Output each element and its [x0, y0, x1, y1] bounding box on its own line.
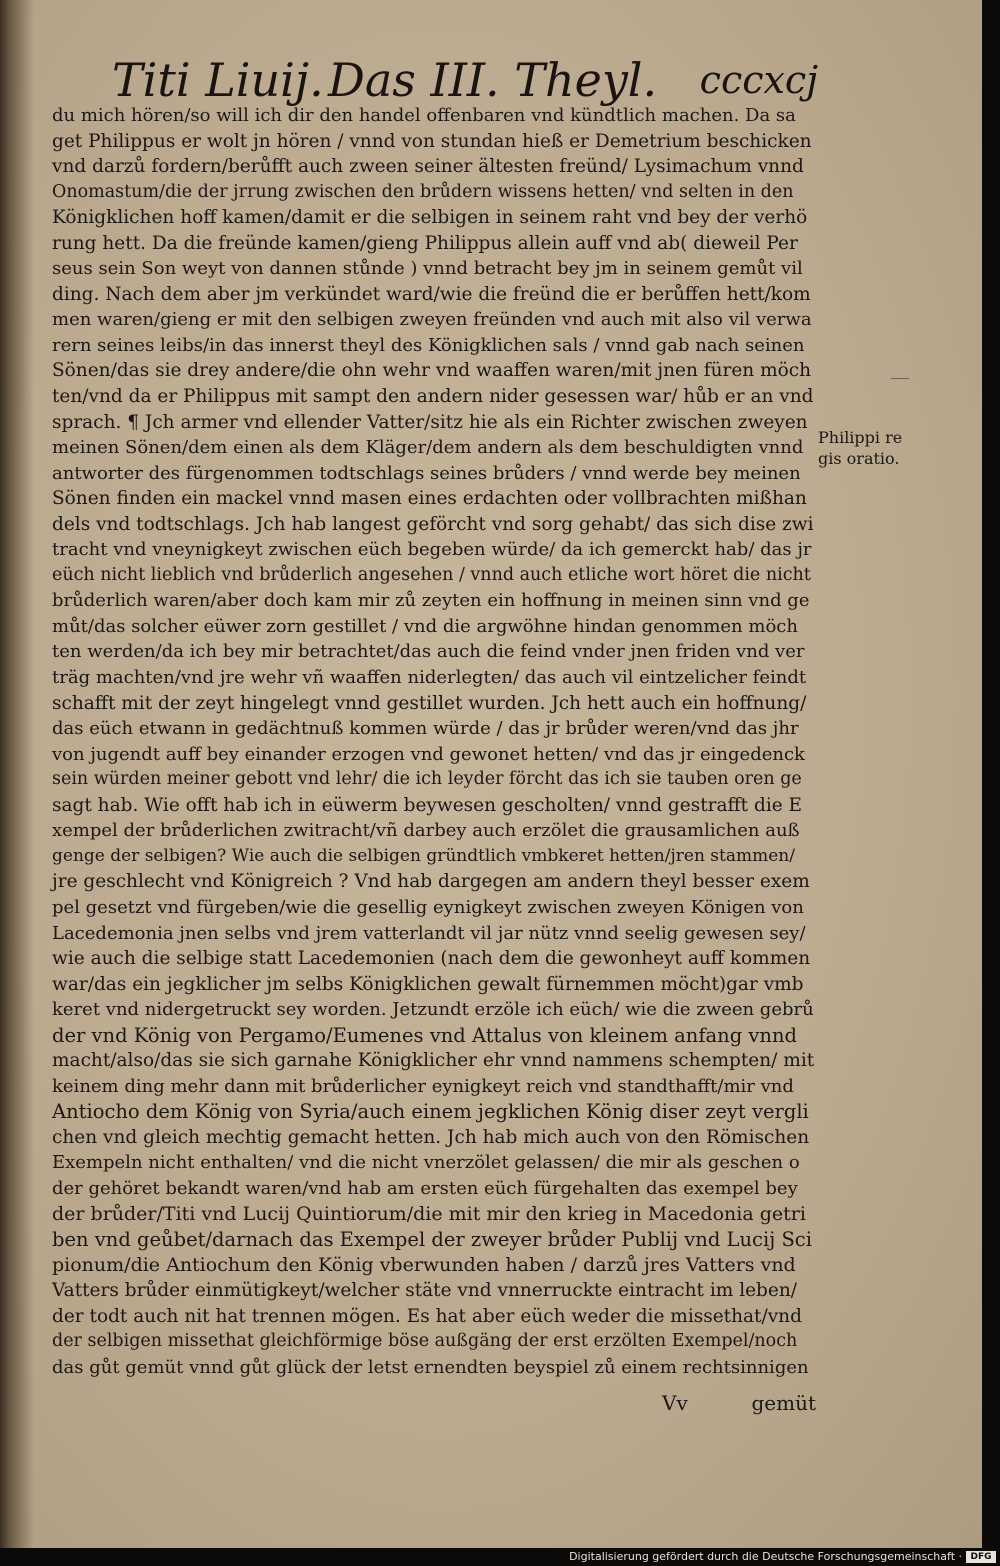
catchword: gemüt [751, 1391, 816, 1415]
marginal-note-line: gis oratio. [818, 449, 900, 468]
page-gutter [0, 0, 34, 1548]
folio-number: cccxcj [699, 58, 818, 102]
text-line: vnd darzů fordern/berůfft auch zween seiner ältesten freünd/ Lysimachum vnnd [52, 156, 804, 178]
text-line: Lacedemonia jnen selbs vnd jrem vatterlandt vil jar nütz vnnd seelig gewesen sey/ [52, 922, 806, 944]
text-line: xempel der brůderlichen zwitracht/vñ darbey auch erzölet die grausamlichen auß [52, 820, 800, 842]
text-line: můt/das solcher eüwer zorn gestillet / vnd die argwöhne hindan genommen möch [52, 615, 798, 637]
text-line: ten werden/da ich bey mir betrachtet/das auch die feind vnder jnen friden vnd ver [52, 641, 805, 663]
text-line: brůderlich waren/aber doch kam mir zů zeyten ein hoffnung in meinen sinn vnd ge [52, 590, 810, 612]
text-line: sagt hab. Wie offt hab ich in eüwerm beywesen gescholten/ vnnd gestrafft die E [52, 794, 803, 816]
text-line: get Philippus er wolt jn hören / vnnd von stundan hieß er Demetrium beschicken [52, 130, 812, 152]
funding-notice: Digitalisierung gefördert durch die Deutsche Forschungsgemeinschaft · [569, 1550, 962, 1563]
text-line: jre geschlecht vnd Königreich ? Vnd hab dargegen am andern theyl besser exem [52, 871, 810, 893]
text-line: Vatters brůder einmütigkeyt/welcher stäte vnd vnnerruckte eintracht im leben/ [52, 1280, 797, 1302]
text-line: schafft mit der zeyt hingelegt vnnd gestillet wurden. Jch hett auch ein hoffnung/ [52, 692, 807, 714]
text-line: pel gesetzt vnd fürgeben/wie die gesellig eynigkeyt zwischen zweyen Königen von [52, 896, 804, 918]
margin-mark [891, 378, 909, 379]
text-line: meinen Sönen/dem einen als dem Kläger/dem andern als dem beschuldigten vnnd [52, 437, 804, 459]
text-line: der todt auch nit hat trennen mögen. Es hat aber eüch weder die missethat/vnd [52, 1305, 802, 1327]
text-line: der selbigen missethat gleichförmige böse außgäng der erst erzölten Exempel/noch [52, 1331, 798, 1352]
text-line: keinem ding mehr dann mit brůderlicher eynigkeyt reich vnd standthafft/mir vnd [52, 1075, 794, 1097]
digitization-footer [0, 1548, 1000, 1566]
text-line: Antiocho dem König von Syria/auch einem jegklichen König diser zeyt vergli [52, 1100, 809, 1124]
running-head-left: Titi Liuij. [112, 53, 324, 107]
text-line: war/das ein jegklicher jm selbs Königklichen gewalt fürnemmen möcht)gar vmb [52, 973, 804, 995]
marginal-note-line: Philippi re [818, 428, 903, 447]
text-line: träg machten/vnd jre wehr vñ waaffen niderlegten/ das auch vil eintzelicher feindt [52, 667, 807, 689]
text-line: sein würden meiner gebott vnd lehr/ die ich leyder förcht das ich sie tauben oren ge [52, 769, 802, 790]
text-line: Sönen finden ein mackel vnnd masen eines erdachten oder vollbrachten mißhan [52, 488, 807, 510]
text-line: keret vnd nidergetruckt sey worden. Jetzundt erzöle ich eüch/ wie die zween gebrů [52, 999, 814, 1021]
text-line: der brůder/Titi vnd Lucij Quintiorum/die mit mir den krieg in Macedonia getri [52, 1202, 806, 1225]
text-line: pionum/die Antiochum den König vberwunden haben / darzů jres Vatters vnd [52, 1253, 796, 1276]
text-line: sprach. ¶ Jch armer vnd ellender Vatter/sitz hie als ein Richter zwischen zweyen [52, 411, 808, 433]
text-line: du mich hören/so will ich dir den handel offenbaren vnd kündtlich machen. Da sa [52, 105, 796, 126]
text-line: rern seines leibs/in das innerst theyl des Königklichen sals / vnnd gab nach seinen [52, 334, 805, 356]
page-foot [52, 1389, 816, 1417]
text-line: macht/also/das sie sich garnahe Königklicher ehr vnnd nammens schempten/ mit [52, 1050, 815, 1072]
body-text [52, 103, 814, 1380]
text-line: Onomastum/die der jrrung zwischen den brůdern wissens hetten/ vnd selten in den [52, 181, 794, 202]
text-line: antworter des fürgenommen todtschlags seines brůders / vnnd werde bey meinen [52, 462, 801, 484]
text-line: ben vnd geůbet/darnach das Exempel der zweyer brůder Publij vnd Lucij Sci [52, 1228, 812, 1252]
text-line: ding. Nach dem aber jm verkündet ward/wie die freünd die er berůffen hett/kom [52, 283, 811, 305]
text-line: der vnd König von Pergamo/Eumenes vnd Attalus von kleinem anfang vnnd [52, 1023, 798, 1047]
text-line: chen vnd gleich mechtig gemacht hetten. Jch hab mich auch von den Römischen [52, 1126, 810, 1148]
text-line: genge der selbigen? Wie auch die selbigen gründtlich vmbkeret hetten/jren stammen/ [52, 845, 795, 866]
text-line: das gůt gemüt vnnd gůt glück der letst ernendten beyspiel zů einem rechtsinnigen [52, 1356, 809, 1378]
text-line: seus sein Son weyt von dannen stůnde ) vnnd betracht bey jm in seinem gemůt vil [52, 258, 803, 280]
text-line: Sönen/das sie drey andere/die ohn wehr vnd waaffen waren/mit jnen füren möch [52, 360, 812, 382]
text-line: Königklichen hoff kamen/damit er die selbigen in seinem raht vnd bey der verhö [52, 207, 808, 229]
text-line: rung hett. Da die freünde kamen/gieng Philippus allein auff vnd ab( dieweil Per [52, 232, 798, 254]
running-head-center: Das III. Theyl. [328, 53, 658, 107]
signature-mark: Vv [662, 1391, 688, 1415]
running-head [112, 54, 818, 106]
text-line: tracht vnd vneynigkeyt zwischen eüch begeben würde/ da ich gemerckt hab/ das jr [52, 539, 812, 561]
text-line: von jugendt auff bey einander erzogen vnd gewonet hetten/ vnd das jr eingedenck [52, 743, 805, 765]
text-line: ten/vnd da er Philippus mit sampt den andern nider gesessen war/ hůb er an vnd [52, 386, 814, 408]
dfg-logo: DFG [966, 1551, 996, 1563]
text-line: Exempeln nicht enthalten/ vnd die nicht vnerzölet gelassen/ die mir als geschen o [52, 1152, 800, 1174]
text-line: eüch nicht lieblich vnd brůderlich angesehen / vnnd auch etliche wort höret die nicht [52, 564, 811, 585]
text-line: wie auch die selbige statt Lacedemonien (nach dem die gewonheyt auff kommen [52, 948, 811, 970]
marginal-note [818, 427, 918, 469]
text-line: der gehöret bekandt waren/vnd hab am ersten eüch fürgehalten das exempel bey [52, 1177, 798, 1199]
text-line: das eüch etwann in gedächtnuß kommen würde / das jr brůder weren/vnd das jhr [52, 718, 799, 740]
text-line: men waren/gieng er mit den selbigen zweyen freünden vnd auch mit also vil verwa [52, 309, 812, 331]
text-line: dels vnd todtschlags. Jch hab langest geförcht vnd sorg gehabt/ das sich dise zwi [52, 513, 814, 535]
